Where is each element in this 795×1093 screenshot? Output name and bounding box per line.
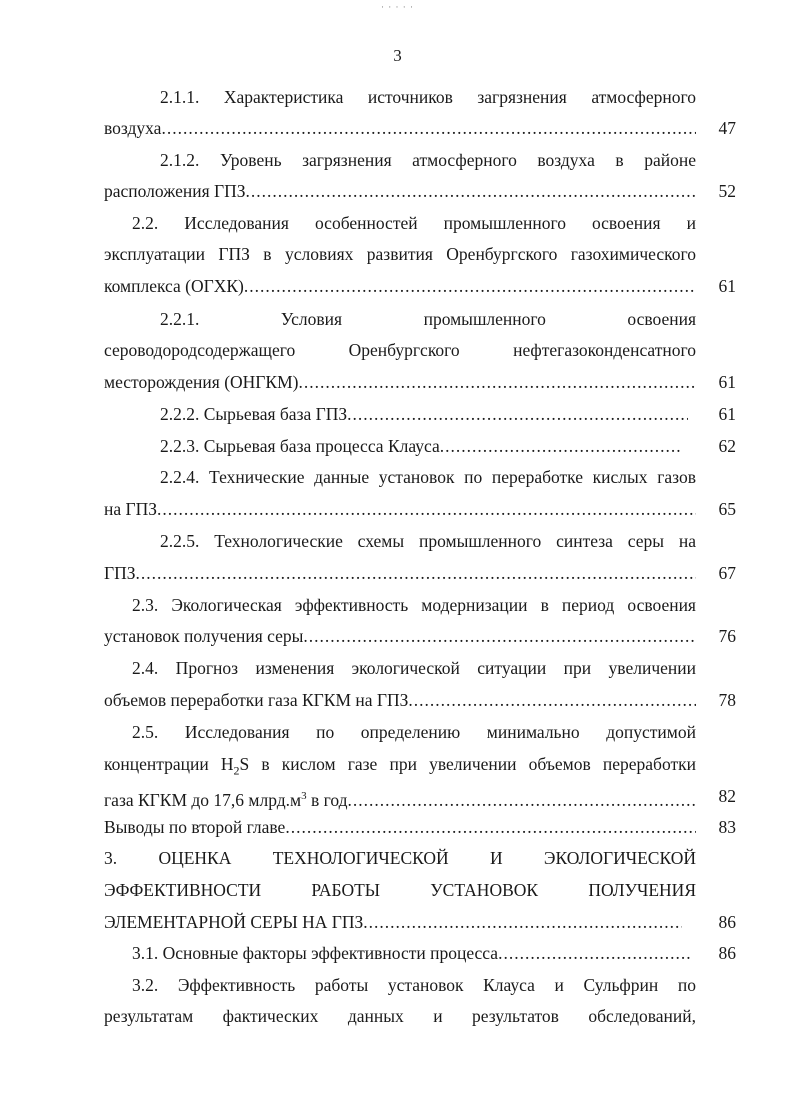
toc-entry-2-2-1-line-3: месторождения (ОНГКМ) [104, 372, 299, 392]
toc-entry-2-2-1-line-1: 2.2.1. Условия промышленного освоения [160, 309, 696, 329]
page-number: 3 [393, 46, 402, 65]
toc-page-2-1-2: 52 [718, 181, 736, 201]
toc-entry-2-5-leader [104, 784, 696, 808]
toc-entry-2-1-2-line-2: расположения ГПЗ [104, 181, 246, 201]
toc-entry-2-3-line-1: 2.3. Экологическая эффективность модернизации в период освоения [132, 595, 696, 615]
toc-entry-3-leader [104, 910, 682, 934]
toc-entry-conclusions-line-1: Выводы по второй главе [104, 817, 286, 837]
toc-entry-2-5-line-3-a: газа КГКМ до 17,6 млрд.м [104, 789, 302, 810]
dot-leader [440, 434, 682, 458]
toc-entry-2-5-line-2-b: S в кислом газе при увеличении объемов переработки [239, 754, 696, 774]
dot-leader [303, 624, 696, 648]
toc-entry-2-2-1-line-2: сероводородсодержащего Оренбургского нефтегазоконденсатного [104, 340, 696, 360]
toc-page-conclusions: 83 [718, 817, 736, 837]
toc-page-2-2: 61 [718, 276, 736, 296]
toc-entry-2-5-line-3-b: в год [306, 789, 348, 810]
dot-leader [246, 179, 696, 203]
toc-entry-3-1-leader [132, 941, 692, 965]
dot-leader [363, 910, 682, 934]
toc-entry-2-2-4-leader [104, 497, 696, 521]
toc-entry-2-2-leader [104, 274, 696, 298]
toc-entry-2-5-line-2 [104, 752, 696, 776]
toc-entry-2-1-2-line-1: 2.1.2. Уровень загрязнения атмосферного воздуха в районе [160, 150, 696, 170]
toc-page-2-4: 78 [718, 690, 736, 710]
toc-entry-2-2-line-1: 2.2. Исследования особенностей промышленного освоения и [132, 213, 696, 233]
dot-leader [285, 815, 696, 839]
toc-entry-2-5-line-2-a: концентрации H [104, 754, 234, 774]
toc-entry-2-2-4-line-2: на ГПЗ [104, 499, 158, 519]
toc-entry-2-2-3-leader [160, 434, 682, 458]
toc-page-3: 86 [718, 912, 736, 932]
dot-leader [157, 497, 696, 521]
toc-entry-2-2-2-leader [160, 402, 688, 426]
dot-leader [498, 941, 692, 965]
toc-page-2-3: 76 [718, 626, 736, 646]
toc-entry-2-2-5-line-2: ГПЗ [104, 563, 136, 583]
subscript: 2 [233, 763, 240, 778]
toc-page-3-1: 86 [718, 943, 736, 963]
toc-entry-2-2-1-leader [104, 370, 696, 394]
toc-page-2-5: 82 [718, 786, 736, 806]
toc-page-2-1-1: 47 [718, 118, 736, 138]
toc-entry-2-1-1-leader [104, 116, 696, 140]
toc-entry-3-1-line-1: 3.1. Основные факторы эффективности процесса [132, 943, 499, 963]
toc-entry-2-2-4-line-1: 2.2.4. Технические данные установок по переработке кислых газов [160, 467, 696, 487]
toc-entry-2-4-line-2: объемов переработки газа КГКМ на ГПЗ [104, 690, 409, 710]
toc-entry-2-2-line-2: эксплуатации ГПЗ в условиях развития Оренбургского газохимического [104, 244, 696, 264]
dot-leader [136, 561, 696, 585]
dot-leader [161, 116, 696, 140]
toc-page-2-2-2: 61 [718, 404, 736, 424]
toc-page-2-2-4: 65 [718, 499, 736, 519]
dot-leader [244, 274, 696, 298]
toc-entry-2-1-1-line-1: 2.1.1. Характеристика источников загрязнения атмосферного [160, 87, 696, 107]
dot-leader [298, 370, 696, 394]
toc-entry-2-4-leader [104, 688, 696, 712]
toc-page-2-2-3: 62 [718, 436, 736, 456]
toc-entry-3-line-3: ЭЛЕМЕНТАРНОЙ СЕРЫ НА ГПЗ [104, 912, 364, 932]
dot-leader [347, 402, 688, 426]
toc-entry-2-4-line-1: 2.4. Прогноз изменения экологической ситуации при увеличении [132, 658, 696, 678]
superscript: 3 [301, 790, 307, 802]
toc-entry-2-5-line-3 [104, 784, 348, 812]
toc-entry-3-line-2: ЭФФЕКТИВНОСТИ РАБОТЫ УСТАНОВОК ПОЛУЧЕНИЯ [104, 880, 696, 900]
toc-entry-2-1-1-line-2: воздуха [104, 118, 162, 138]
header-mark: · · · · · [381, 2, 414, 12]
toc-entry-2-2-5-line-1: 2.2.5. Технологические схемы промышленного синтеза серы на [160, 531, 696, 551]
dot-leader [348, 788, 696, 812]
toc-entry-2-5-line-1: 2.5. Исследования по определению минимально допустимой [132, 722, 696, 742]
toc-entry-2-3-leader [104, 624, 696, 648]
toc-entry-conclusions-leader [104, 815, 696, 839]
toc-entry-3-2-line-2: результатам фактических данных и результатов обследований, [104, 1006, 696, 1026]
toc-entry-3-line-1: 3. ОЦЕНКА ТЕХНОЛОГИЧЕСКОЙ И ЭКОЛОГИЧЕСКОЙ [104, 848, 696, 868]
toc-entry-3-2-line-1: 3.2. Эффективность работы установок Клауса и Сульфрин по [132, 975, 696, 995]
dot-leader [408, 688, 696, 712]
toc-page-2-2-1: 61 [718, 372, 736, 392]
toc-page-2-2-5: 67 [718, 563, 736, 583]
toc-entry-2-2-5-leader [104, 561, 696, 585]
toc-entry-2-2-line-3: комплекса (ОГХК) [104, 276, 244, 296]
toc-entry-2-2-3-line-1: 2.2.3. Сырьевая база процесса Клауса [160, 436, 440, 456]
toc-entry-2-1-2-leader [104, 179, 696, 203]
toc-entry-2-2-2-line-1: 2.2.2. Сырьевая база ГПЗ [160, 404, 348, 424]
toc-entry-2-3-line-2: установок получения серы [104, 626, 304, 646]
